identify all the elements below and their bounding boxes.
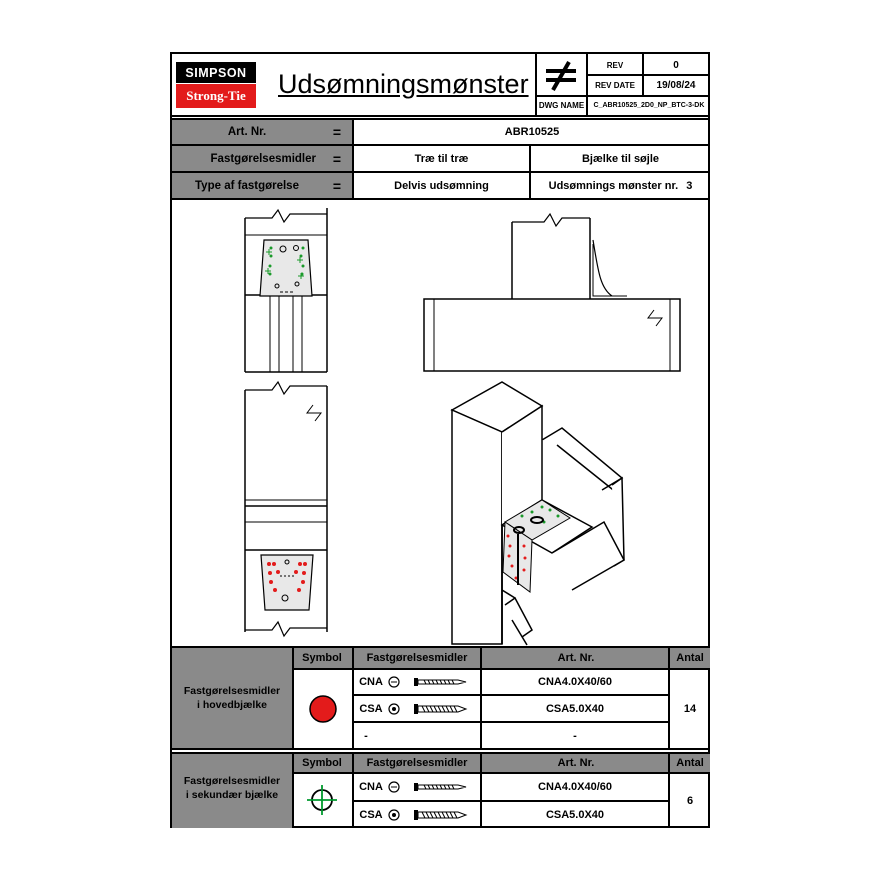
table1-row3-art: - [573, 729, 577, 742]
table1-row3-name: - [364, 729, 368, 742]
pattern-number: 3 [686, 179, 693, 192]
table1-row1-name: CNA [359, 676, 383, 688]
table1-antal: 14 [683, 703, 697, 715]
art-nr-value: ABR10525 [504, 126, 560, 138]
dwg-name-value: C_ABR10525_2D0_NP_BTC-3-DK [593, 102, 705, 109]
drawing-sheet [170, 52, 710, 828]
screw-icon [386, 805, 476, 825]
table2-col-symbol: Symbol [302, 757, 342, 769]
rev-date-value: 19/08/24 [656, 80, 696, 91]
rev-value: 0 [673, 59, 679, 71]
nail-icon [386, 777, 476, 797]
table2-label-line2: i sekundær bjælke [185, 789, 279, 801]
table2-row1-art: CNA4.0X40/60 [538, 781, 612, 793]
drawing-area [172, 200, 708, 646]
type-value-2-cell [531, 173, 710, 198]
table1-row2-art: CSA5.0X40 [545, 702, 605, 715]
table1-label-line2: i hovedbjælke [196, 699, 268, 711]
strong-tie-logo: Strong-Tie [176, 84, 256, 108]
not-equal-icon [538, 57, 584, 94]
equals-sign: = [332, 124, 342, 140]
table2-row2-art: CSA5.0X40 [545, 809, 605, 821]
simpson-logo: SIMPSON [176, 62, 256, 83]
fastgorelse-label: Fastgørelsesmidler [210, 152, 316, 165]
nail-icon [386, 672, 476, 692]
table2-antal: 6 [686, 795, 694, 807]
table2-row2-name: CSA [359, 809, 383, 821]
table1-col-antal: Antal [676, 652, 704, 664]
table1-row2-name: CSA [359, 702, 383, 715]
type-label: Type af fastgørelse [195, 179, 299, 192]
dwg-name-label: DWG NAME [538, 101, 585, 110]
type-value-2: Udsømnings mønster nr. [548, 179, 679, 192]
connector-front-view-red [245, 382, 327, 636]
rev-date-label: REV DATE [595, 81, 635, 90]
screw-icon [386, 699, 476, 719]
fastgorelse-value-2: Bjælke til søjle [581, 152, 660, 165]
table1-col-symbol: Symbol [302, 652, 342, 664]
connector-front-view-green [245, 208, 327, 372]
beam-to-column-side-view [424, 214, 680, 371]
art-nr-label: Art. Nr. [227, 126, 267, 138]
equals-sign: = [332, 150, 342, 167]
fastgorelse-value-1: Træ til træ [414, 152, 469, 165]
red-circle-icon [308, 694, 338, 724]
type-value-1: Delvis udsømning [394, 179, 489, 192]
page-title: Udsømningsmønster [278, 68, 529, 99]
equals-sign: = [332, 177, 342, 194]
table2-col-antal: Antal [676, 757, 704, 769]
table1-col-art: Art. Nr. [557, 652, 595, 664]
table2-row1-name: CNA [359, 781, 383, 793]
table1-label-line1: Fastgørelsesmidler [183, 685, 281, 697]
table2-col-art: Art. Nr. [557, 757, 595, 769]
table2-col-fast: Fastgørelsesmidler [366, 757, 468, 769]
table1-row1-art: CNA4.0X40/60 [538, 676, 612, 688]
table2-label-line1: Fastgørelsesmidler [183, 775, 281, 787]
green-crosshair-icon [306, 784, 338, 816]
table1-col-fast: Fastgørelsesmidler [366, 652, 468, 664]
rev-label: REV [606, 60, 624, 70]
